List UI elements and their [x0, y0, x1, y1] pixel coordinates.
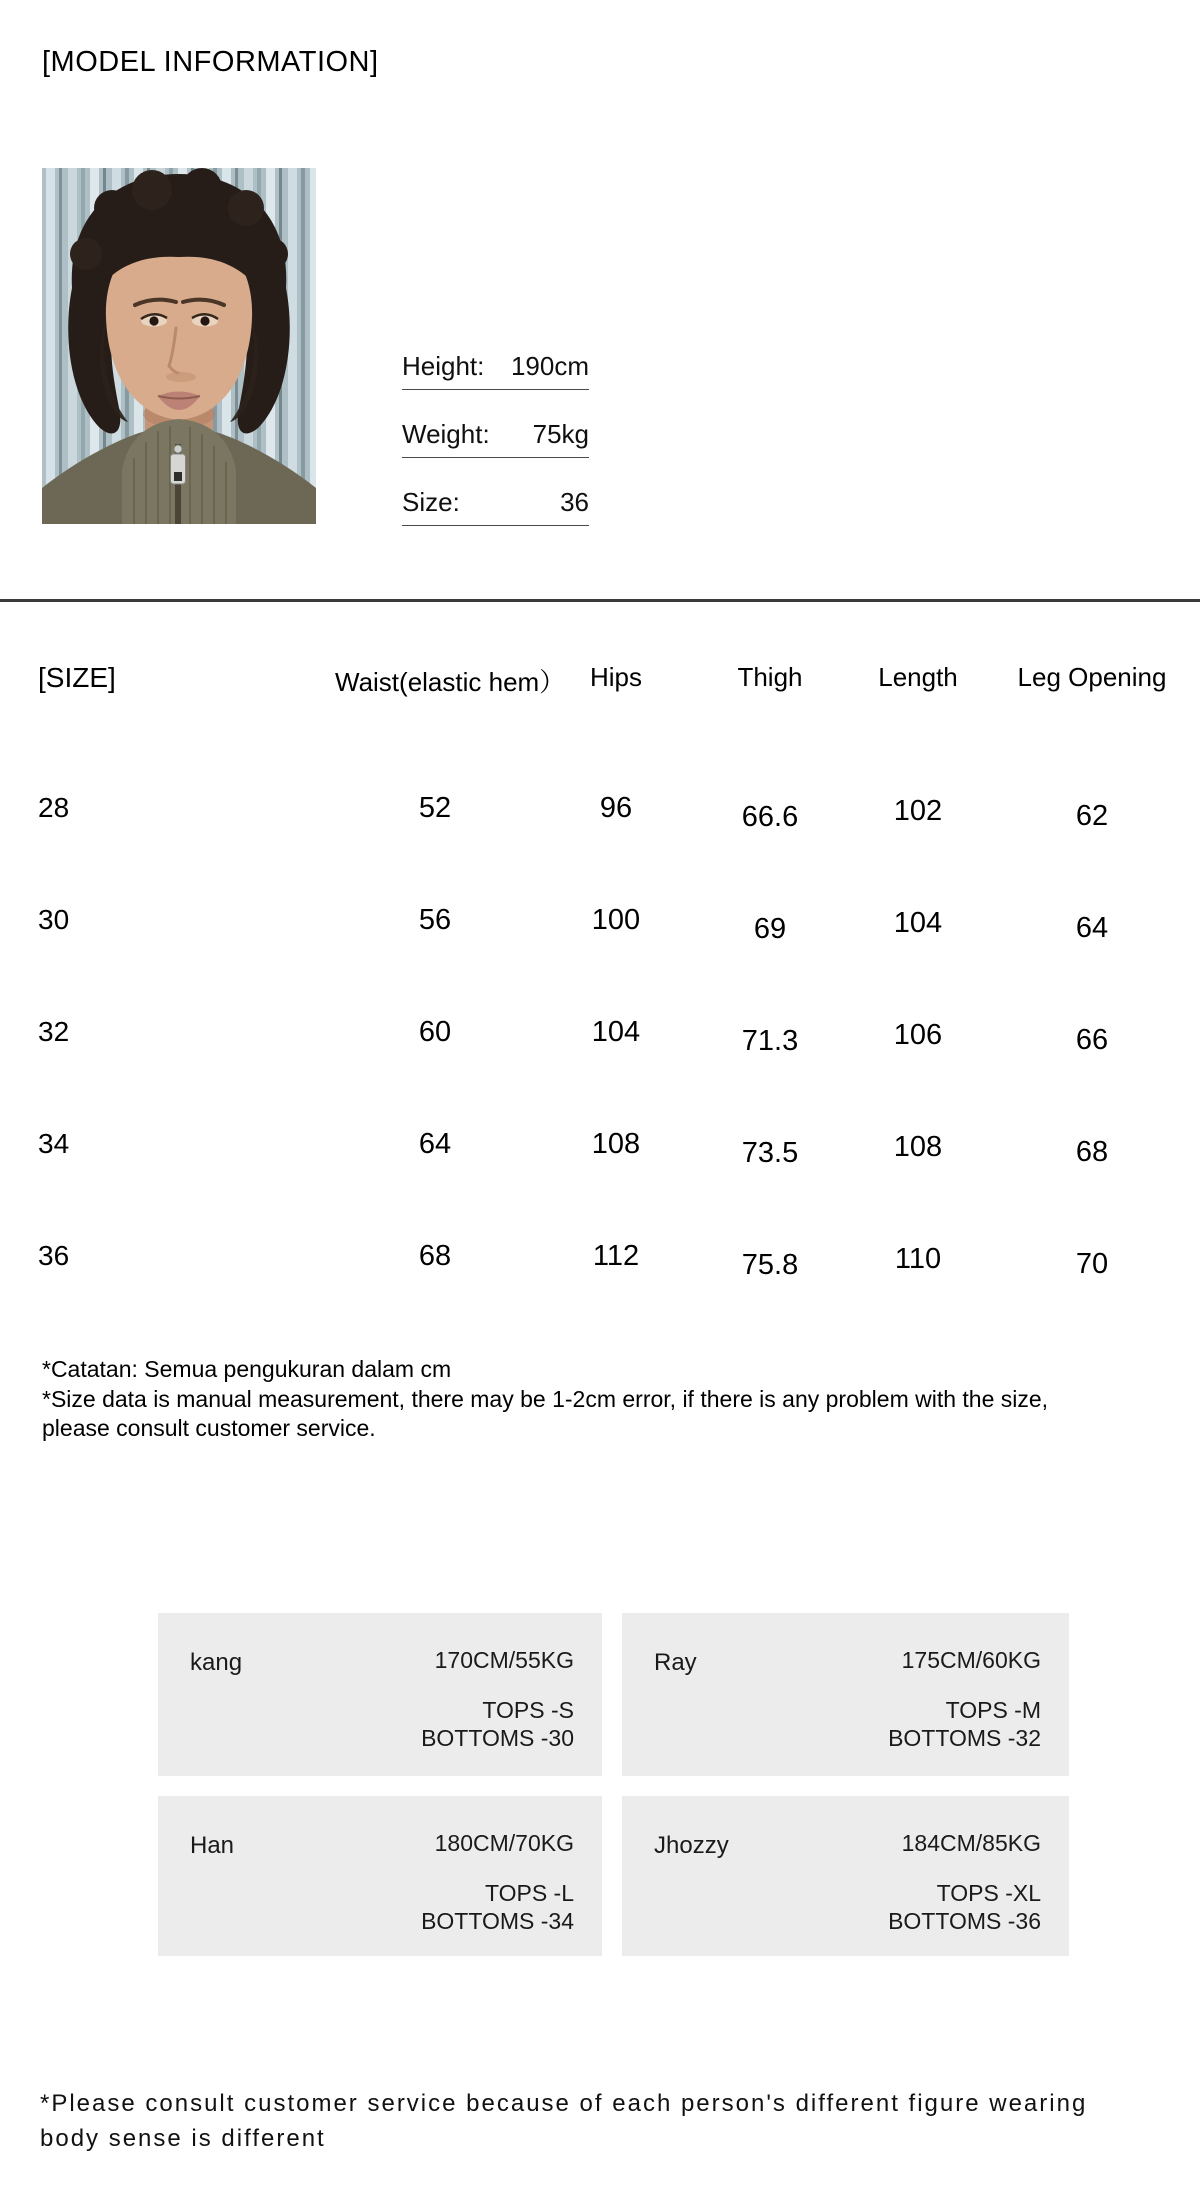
- length-column-header: Length: [878, 662, 958, 692]
- waist-cell: 60: [418, 1016, 452, 1048]
- size-chart-section-label: [SIZE]: [38, 662, 116, 693]
- length-cell: 108: [893, 1131, 943, 1163]
- hips-cell: 104: [591, 1016, 641, 1048]
- model-weight-row: [402, 420, 589, 458]
- length-cell: 106: [893, 1019, 943, 1051]
- note-size-disclaimer-line1: *Size data is manual measurement, there may be 1-2cm error, if there is any problem with the size,: [42, 1386, 1049, 1412]
- model-size-row: [402, 488, 589, 526]
- waist-cell: 56: [418, 904, 452, 936]
- waist-cell: 68: [418, 1240, 452, 1272]
- section-divider: [0, 599, 1200, 602]
- fit-model-stats: 180CM/70KG: [434, 1830, 574, 1856]
- waist-cell: 64: [418, 1128, 452, 1160]
- thigh-cell: 66.6: [741, 801, 799, 833]
- leg-opening-column-header: Leg Opening: [1017, 662, 1167, 692]
- fit-model-bottoms: BOTTOMS -30: [421, 1725, 574, 1751]
- fit-model-tops: TOPS -XL: [936, 1880, 1041, 1906]
- thigh-cell: 71.3: [741, 1025, 799, 1057]
- fit-model-bottoms: BOTTOMS -36: [888, 1908, 1041, 1934]
- model-photo: [42, 168, 316, 524]
- height-label: Height:: [402, 351, 485, 381]
- fit-model-stats: 175CM/60KG: [901, 1647, 1041, 1673]
- size-cell: 34: [38, 1128, 70, 1159]
- fit-model-stats: 170CM/55KG: [434, 1647, 574, 1673]
- fit-model-bottoms: BOTTOMS -34: [421, 1908, 574, 1934]
- leg-opening-cell: 68: [1075, 1136, 1109, 1168]
- thigh-cell: 75.8: [741, 1249, 799, 1281]
- thigh-column-header: Thigh: [737, 662, 803, 692]
- waist-column-header: Waist(elastic hem）: [335, 667, 566, 697]
- fit-card-han: [158, 1796, 602, 1956]
- fit-model-cards: [158, 1613, 1069, 1956]
- weight-label: Weight:: [402, 419, 490, 449]
- leg-opening-cell: 66: [1075, 1024, 1109, 1056]
- fit-model-name: kang: [190, 1649, 243, 1676]
- fit-model-name: Jhozzy: [654, 1832, 729, 1859]
- model-height-row: [402, 352, 589, 390]
- weight-value: 75kg: [532, 419, 589, 449]
- thigh-cell: 73.5: [741, 1137, 799, 1169]
- footer-disclaimer-line2: body sense is different: [40, 2125, 326, 2152]
- fit-model-tops: TOPS -M: [945, 1697, 1041, 1723]
- fit-card-ray: [622, 1613, 1069, 1776]
- size-cell: 32: [38, 1016, 70, 1047]
- waist-cell: 52: [418, 792, 452, 824]
- size-value: 36: [560, 487, 589, 517]
- fit-card-kang: [158, 1613, 602, 1776]
- note-size-disclaimer-line2: please consult customer service.: [42, 1415, 376, 1441]
- size-chart-column-waist: [335, 662, 566, 1302]
- length-cell: 104: [893, 907, 943, 939]
- section-title-model-information: [MODEL INFORMATION]: [42, 46, 379, 78]
- size-cell: 28: [38, 792, 70, 823]
- thigh-cell: 69: [753, 913, 787, 945]
- fit-model-tops: TOPS -L: [484, 1880, 574, 1906]
- size-chart-column-size: [38, 662, 188, 1302]
- leg-opening-cell: 62: [1075, 800, 1109, 832]
- hips-cell: 108: [591, 1128, 641, 1160]
- length-cell: 102: [893, 795, 943, 827]
- fit-model-name: Ray: [654, 1649, 697, 1676]
- hips-cell: 100: [591, 904, 641, 936]
- fit-model-bottoms: BOTTOMS -32: [888, 1725, 1041, 1751]
- size-chart-column-leg-opening: [992, 662, 1192, 1302]
- height-value: 190cm: [510, 351, 589, 381]
- length-cell: 110: [894, 1243, 942, 1275]
- hips-cell: 112: [592, 1240, 640, 1272]
- fit-card-jhozzy: [622, 1796, 1069, 1956]
- size-cell: 36: [38, 1240, 70, 1271]
- leg-opening-cell: 64: [1075, 912, 1109, 944]
- size-chart-column-length: [838, 662, 998, 1302]
- model-portrait-illustration: [42, 168, 316, 524]
- size-label: Size:: [402, 487, 460, 517]
- fit-model-stats: 184CM/85KG: [901, 1830, 1041, 1856]
- note-catatan: *Catatan: Semua pengukuran dalam cm: [42, 1356, 452, 1382]
- footer-disclaimer-line1: *Please consult customer service because of each person's different figure wearing: [40, 2090, 1088, 2117]
- size-chart-column-thigh: [690, 662, 850, 1302]
- leg-opening-cell: 70: [1075, 1248, 1109, 1280]
- hips-column-header: Hips: [589, 662, 642, 692]
- fit-model-tops: TOPS -S: [482, 1697, 574, 1723]
- fit-model-name: Han: [190, 1832, 235, 1859]
- hips-cell: 96: [599, 792, 633, 824]
- size-cell: 30: [38, 904, 70, 935]
- size-chart-column-hips: [546, 662, 686, 1302]
